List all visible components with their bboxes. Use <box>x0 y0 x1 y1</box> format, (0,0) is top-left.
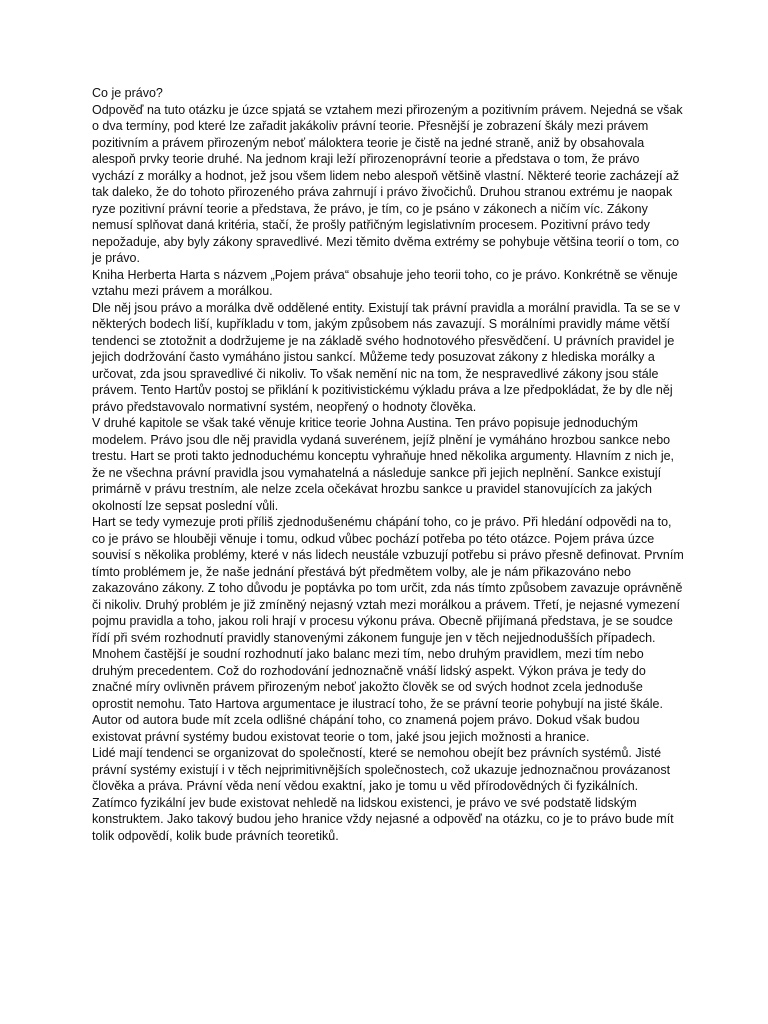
document-title: Co je právo? <box>92 86 163 100</box>
paragraph-3: Dle něj jsou právo a morálka dvě oddělené entity. Existují tak právní pravidla a morální pravidla. Ta se se v některých bodech liší, kupříkladu v tom, jakým způsobem nás zavazují. S morálními pravidly máme větší tendenci se ztotožnit a dodržujeme je na základě svého hodnotového přesvědčení. U právních pravidel je jejich dodržování často vymáháno jistou sankcí. Můžeme tedy posuzovat zákony z hlediska morálky a určovat, zda jsou spravedlivé či nikoliv. To však nemění nic na tom, že nespravedlivé zákony jsou stále právem. Tento Hartův postoj se přiklání k pozitivistickému výkladu práva a lze předpokládat, že by dle něj právo představovalo normativní systém, neopřený o hodnoty člověka. <box>92 300 681 414</box>
paragraph-5: Hart se tedy vymezuje proti příliš zjednodušenému chápání toho, co je právo. Při hledání odpovědi na to, co je právo se hlouběji věnuje i tomu, odkud vůbec pochází potřeba po této otázce. Pojem práva úzce souvisí s několika problémy, které v nás lidech neustále vzbuzují potřebu si právo přesně definovat. Prvním tímto problémem je, že naše jednání přestává být předmětem volby, ale je nám přikazováno nebo zakazováno zákony. Z toho důvodu je poptávka po tom určit, zda nás tímto způsobem zavazuje oprávněně či nikoliv. Druhý problém je již zmíněný nejasný vztah mezi morálkou a právem. Třetí, je nejasné vymezení pojmu pravidla a toho, jakou roli hrají v procesu výkonu práva. Obecně přijímaná představa, je se soudce řídí při svém rozhodnutí pravidly stanovenými zákonem funguje jen v těch nejjednodušších případech. Mnohem častější je soudní rozhodnutí jako balanc mezi tím, nebo druhým pravidlem, mezi tím nebo druhým precedentem. Což do rozhodování jednoznačně vnáší lidský aspekt. Výkon práva je tedy do značné míry ovlivněn právem přirozeným neboť jakožto člověk se od svých hodnot zcela jednoduše oprostit nemohu. Tato Hartova argumentace je ilustrací toho, že se právní teorie pohybují na jisté škále. Autor od autora bude mít zcela odlišné chápání toho, co znamená pojem právo. Dokud však budou existovat právní systémy budou existovat teorie o tom, jaké jsou jejich možnosti a hranice. <box>92 515 684 744</box>
paragraph-2: Kniha Herberta Harta s názvem „Pojem práva“ obsahuje jeho teorii toho, co je právo. Konkrétně se věnuje vztahu mezi právem a morálkou. <box>92 267 678 298</box>
paragraph-1: Odpověď na tuto otázku je úzce spjatá se vztahem mezi přirozeným a pozitivním právem. Nejedná se však o dva termíny, pod které lze zařadit jakákoliv právní teorie. Přesnější je zobrazení škály mezi právem pozitivním a právem přirozeným neboť máloktera teorie je čistě na jedné straně, aniž by obsahovala alespoň prvky teorie druhé. Na jednom kraji leží přirozenoprávní teorie a představa o tom, že právo vychází z morálky a hodnot, jež jsou všem lidem nebo alespoň většině vlastní. Některé teorie zacházejí až tak daleko, že do tohoto přirozeného práva zahrnují i právo živočichů. Druhou stranou extrému je naopak ryze pozitivní právní teorie a představa, že právo, je tím, co je psáno v zákonech a ničím víc. Zákony nemusí splňovat daná kritéria, stačí, že prošly patřičným legislativním procesem. Pozitivní právo tedy nepožaduje, aby byly zákony spravedlivé. Mezi těmito dvěma extrémy se pohybuje většina teorií o tom, co je právo. <box>92 102 683 265</box>
document-page <box>92 85 684 844</box>
paragraph-4: V druhé kapitole se však také věnuje kritice teorie Johna Austina. Ten právo popisuje jednoduchým modelem. Právo jsou dle něj pravidla vydaná suverénem, jejíž plnění je vymáháno hrozbou sankce nebo trestu. Hart se proti takto jednoduchému konceptu vyhraňuje hned několika argumenty. Hlavním z nich je, že ne všechna právní pravidla jsou vymahatelná a následuje sankce při jejich neplnění. Sankce existují primárně v právu trestním, ale nelze zcela očekávat hrozbu sankce u pravidel stanovujících za jakých okolností lze sepsat poslední vůli. <box>92 416 675 513</box>
paragraph-6: Lidé mají tendenci se organizovat do společností, které se nemohou obejít bez právních systémů. Jisté právní systémy existují i v těch nejprimitivnějších společnostech, což ukazuje jednoznačnou provázanost člověka a práva. Právní věda není vědou exaktní, jako je tomu u věd přírodovědných či fyzikálních. Zatímco fyzikální jev bude existovat nehledě na lidskou existenci, je právo ve své podstatě lidským konstruktem. Jako takový budou jeho hranice vždy nejasné a odpověď na otázku, co je to právo bude mít tolik odpovědí, kolik bude právních teoretiků. <box>92 746 674 843</box>
